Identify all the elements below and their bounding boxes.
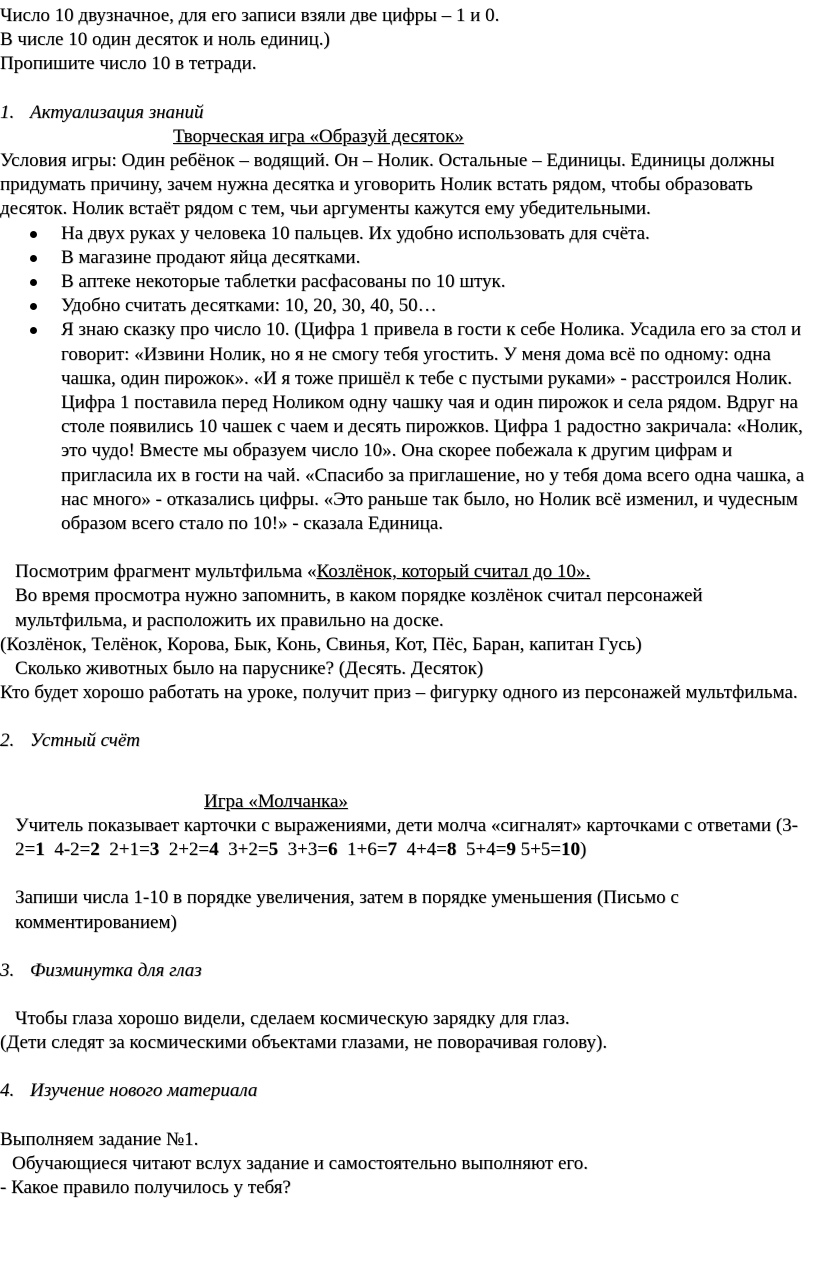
section-title: Изучение нового материала <box>30 1080 258 1102</box>
list-item-text: В аптеке некоторые таблетки расфасованы по 10 штук. <box>61 271 506 293</box>
expression: 3-2=1 <box>15 814 798 861</box>
section-title: Устный счёт <box>30 730 140 752</box>
teacher-text: Учитель показывает карточки с выражениями, дети молча «сигналят» карточками с ответами ( <box>15 814 783 836</box>
list-item-text: Я знаю сказку про число 10. (Цифра 1 привела в гости к себе Нолика. Усадила его за стол и говорит: «Извини Нолик, но я не смогу тебя угостить. У меня дома всё по одному: одна чашка, один пирожок». «И я тоже пришёл к тебе с пустыми руками» - расстроился Нолик. Цифра 1 поставила перед Ноликом одну чашку чая и один пирожок и села рядом. Вдруг на столе появились 10 чашек с чаем и десять пирожков. Цифра 1 радостно закричала: «Нолик, это чудо! Вместе мы образуем число 10». Она скорее побежала к другим цифрам и пригласила их в гости на чай. «Спасибо за приглашение, но у тебя дома всего одна чашка, а нас много» - отказались цифры. «Это раньше так было, но Нолик всё изменил, и чудесным образом всего стало по 10!» - сказала Единица. <box>61 319 805 535</box>
expression-answer: 5 <box>268 839 279 861</box>
cartoon-title: Козлёнок, который считал до 10». <box>316 561 591 583</box>
eyes-exercise-note: (Дети следят за космическими объектами глазами, не поворачивая голову). <box>0 1032 608 1054</box>
list-item <box>0 294 812 318</box>
expression-answer: 9 <box>506 839 516 861</box>
arguments-list <box>0 222 812 537</box>
spacer <box>0 536 812 560</box>
section-heading <box>0 101 812 125</box>
document-page <box>0 4 812 1200</box>
rule-question: - Какое правило получилось у тебя? <box>0 1176 291 1198</box>
expression-answer: 10 <box>561 839 581 861</box>
characters-list: (Козлёнок, Телёнок, Корова, Бык, Конь, Свинья, Кот, Пёс, Баран, капитан Гусь) <box>0 633 642 655</box>
list-item <box>0 222 812 246</box>
expression: 1+6=7 <box>347 839 397 861</box>
section-heading <box>0 1079 812 1103</box>
list-item <box>0 318 812 536</box>
cartoon-prefix: Посмотрим фрагмент мультфильма « <box>15 561 317 583</box>
section-number: 3. <box>0 959 15 981</box>
intro-line: Пропишите число 10 в тетради. <box>0 53 257 75</box>
spacer <box>0 1104 812 1128</box>
spacer <box>0 862 812 886</box>
reading-line: Обучающиеся читают вслух задание и самостоятельно выполняют его. <box>12 1152 588 1174</box>
task-line: Выполняем задание №1. <box>0 1128 199 1150</box>
spacer <box>0 1055 812 1079</box>
spacer <box>0 754 812 778</box>
spacer <box>0 935 812 959</box>
section-number: 2. <box>0 730 15 752</box>
expression: 5+4=9 <box>465 839 516 861</box>
game-title-line <box>0 790 812 814</box>
expression-answer: 3 <box>149 839 160 861</box>
expression-answer: 2 <box>90 839 100 861</box>
list-item <box>0 270 812 294</box>
section-heading <box>0 959 812 983</box>
eyes-exercise-line: Чтобы глаза хорошо видели, сделаем космическую зарядку для глаз. <box>15 1007 570 1029</box>
intro-line: Число 10 двузначное, для его записи взяли две цифры – 1 и 0. <box>0 5 500 26</box>
cartoon-line <box>0 560 812 584</box>
spacer <box>0 778 812 790</box>
spacer <box>0 983 812 1007</box>
section-number: 1. <box>0 101 15 123</box>
expression-answer: 8 <box>446 839 457 861</box>
prize-text: Кто будет хорошо работать на уроке, получит приз – фигурку одного из персонажей мультфильма. <box>0 682 798 704</box>
bullet-icon <box>30 279 37 286</box>
expression: 2+2=4 <box>168 839 219 861</box>
list-item-text: На двух руках у человека 10 пальцев. Их удобно использовать для счёта. <box>61 222 650 244</box>
expression: 3+2=5 <box>228 839 279 861</box>
expression: 4-2=2 <box>54 839 100 861</box>
expression-answer: 6 <box>328 839 338 861</box>
game-conditions: Условия игры: Один ребёнок – водящий. Он – Нолик. Остальные – Единицы. Единицы должны придумать причину, зачем нужна десятка и уговорить Нолик встать рядом, чтобы образовать десяток. Нолик встаёт рядом с тем, чьи аргументы кажутся ему убедительными. <box>0 150 775 220</box>
game-title-line <box>0 125 812 149</box>
intro-line: В числе 10 один десяток и ноль единиц.) <box>0 29 330 51</box>
section-number: 4. <box>0 1080 15 1102</box>
expression: 5+5=10 <box>520 839 581 861</box>
section-title: Физминутка для глаз <box>30 959 202 981</box>
bullet-icon <box>30 327 37 334</box>
expression: 2+1=3 <box>109 839 160 861</box>
teacher-close: ) <box>580 839 587 861</box>
expression-answer: 1 <box>35 839 45 861</box>
spacer <box>0 77 812 101</box>
write-task: Запиши числа 1-10 в порядке увеличения, затем в порядке уменьшения (Письмо с комментированием) <box>15 887 679 933</box>
section-heading <box>0 729 812 753</box>
list-item-text: В магазине продают яйца десятками. <box>61 246 361 268</box>
section-title: Актуализация знаний <box>30 101 204 123</box>
spacer <box>0 705 812 729</box>
expression-answer: 7 <box>387 839 397 861</box>
game-title: Творческая игра «Образуй десяток» <box>173 125 464 147</box>
expression: 4+4=8 <box>406 839 457 861</box>
bullet-icon <box>30 231 37 238</box>
bullet-icon <box>30 303 37 310</box>
list-item-text: Удобно считать десятками: 10, 20, 30, 40, 50… <box>61 295 437 317</box>
expression: 3+3=6 <box>287 839 338 861</box>
teacher-cards-text <box>0 814 812 862</box>
bullet-icon <box>30 255 37 262</box>
game-title: Игра «Молчанка» <box>204 790 348 812</box>
expression-answer: 4 <box>209 839 219 861</box>
list-item <box>0 246 812 270</box>
watch-task: Во время просмотра нужно запомнить, в каком порядке козлёнок считал персонажей мультфильма, и расположить их правильно на доске. <box>15 585 703 631</box>
animals-question: Сколько животных было на паруснике? (Десять. Десяток) <box>15 658 484 680</box>
